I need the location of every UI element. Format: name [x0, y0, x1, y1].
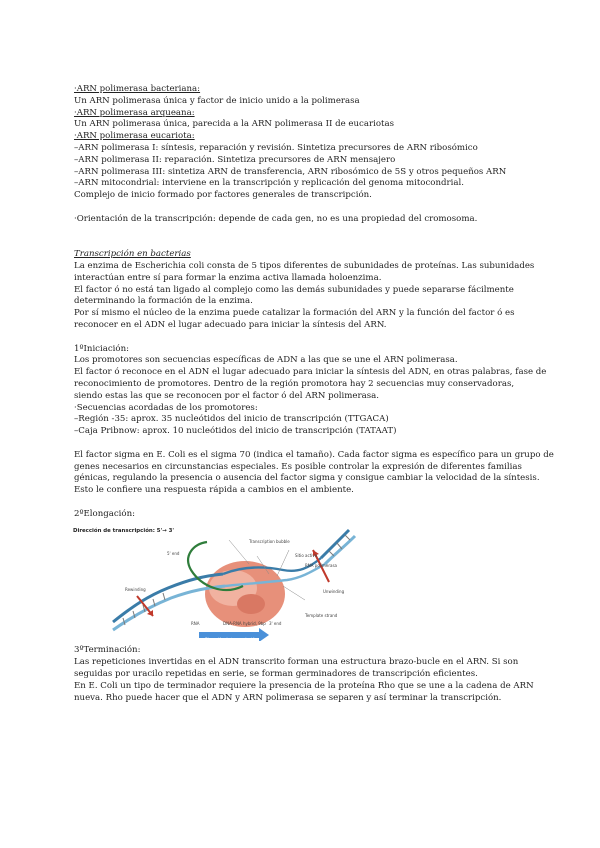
label-transcription-bubble: Transcription bubble	[249, 539, 290, 545]
sigma-line: genes necesarios en circunstancias especiales. Es posible controlar la expresión de diferentes familias	[74, 461, 522, 472]
text-initiation-complex: Complejo de inicio formado por factores generales de transcripción.	[74, 190, 372, 201]
bacteria-line: La enzima de Escherichia coli consta de 5 tipos diferentes de subunidades de proteínas. Las subunidades	[74, 260, 535, 271]
label-dna-rna-hybrid: DNA-RNA hybrid, 9bp	[223, 621, 266, 627]
label-five-prime-end: 5' end	[167, 551, 180, 557]
text-polymerase-i: –ARN polimerasa I: síntesis, reparación y revisión. Sintetiza precursores de ARN ribosómico	[74, 142, 478, 153]
label-three-prime-end: 3' end	[269, 621, 282, 627]
termination-line: En E. Coli un tipo de terminador requiere la presencia de la proteína Rho que se une a la cadena de ARN	[74, 680, 534, 691]
document-page	[73, 84, 554, 704]
label-template-strand: Template strand	[305, 613, 338, 619]
polymerase-section	[74, 84, 544, 202]
initiation-line: –Región -35: aprox. 35 nucleótidos del inicio de transcripción (TTGACA)	[74, 414, 389, 425]
label-polymerase: RNA polimerasa	[305, 563, 337, 569]
termination-title: 3ºTerminación:	[74, 645, 141, 656]
sigma-section	[74, 449, 554, 497]
orientation-line: ·Orientación de la transcripción: depende de cada gen, no es una propiedad del cromosoma.	[74, 213, 478, 224]
text-polymerase-ii: –ARN polimerasa II: reparación. Sintetiza precursores de ARN mensajero	[74, 154, 396, 165]
initiation-line: reconocimiento de promotores. Dentro de la región promotora hay 2 secuencias muy conservadoras,	[74, 378, 515, 389]
initiation-line: El factor ó reconoce en el ADN el lugar adecuado para iniciar la síntesis del ADN, en otras palabras, fase de	[74, 367, 547, 378]
bacteria-line: El factor ó no está tan ligado al complejo como las demás subunidades y puede separarse fácilmente	[74, 284, 514, 295]
label-direction: Dirección de transcripción	[205, 637, 258, 643]
initiation-line: Los promotores son secuencias específicas de ADN a las que se une el ARN polimerasa.	[74, 355, 458, 366]
heading-archaeal-polymerase: ·ARN polimerasa arqueana:	[74, 107, 195, 118]
termination-line: Las repeticiones invertidas en el ADN transcrito forman una estructura brazo-bucle en el ARN. Si son	[74, 657, 519, 668]
sigma-line: Esto le confiere una respuesta rápida a cambios en el ambiente.	[74, 485, 354, 496]
bacteria-line: Por sí mismo el núcleo de la enzima puede catalizar la formación del ARN y la función del factor ó es	[74, 308, 515, 319]
text-bacterial-polymerase: Un ARN polimerasa única y factor de inicio unido a la polimerasa	[74, 95, 360, 106]
bacteria-line: interactúan entre sí para formar la enzima activa llamada holoenzima.	[74, 272, 382, 283]
heading-eukaryotic-polymerase: ·ARN polimerasa eucariota:	[74, 131, 195, 142]
initiation-title: 1ºIniciación:	[74, 343, 130, 354]
bacteria-line: determinando la formación de la enzima.	[74, 296, 253, 307]
figure-title: Dirección de transcripción: 5'→ 3'	[73, 528, 174, 535]
label-unwinding: Unwinding	[323, 589, 345, 595]
elongation-figure	[73, 526, 373, 641]
heading-bacterial-polymerase: ·ARN polimerasa bacteriana:	[74, 84, 201, 94]
sigma-line: El factor sigma en E. Coli es el sigma 70 (indica el tamaño). Cada factor sigma es específico para un grupo de	[74, 449, 554, 460]
text-archaeal-polymerase: Un ARN polimerasa única, parecida a la ARN polimerasa II de eucariotas	[74, 119, 394, 130]
initiation-line: siendo estas las que se reconocen por el factor ó del ARN polimerasa.	[74, 390, 380, 401]
elongation-title: 2ºElongación:	[74, 508, 136, 519]
bacteria-line: reconocer en el ADN el lugar adecuado para iniciar la síntesis del ARN.	[74, 319, 387, 330]
label-rna: RNA	[191, 621, 200, 627]
bacteria-section	[74, 249, 544, 332]
initiation-line: –Caja Pribnow: aprox. 10 nucleótidos del inicio de transcripción (TATAAT)	[74, 426, 397, 437]
sigma-line: génicas, regulando la presencia o ausencia del factor sigma y consigue cambiar la velocidad de la síntesis.	[74, 473, 540, 484]
label-active-site: Sitio activo	[295, 553, 318, 559]
termination-line: seguidas por uracilo repetidas en serie, se forman germinadores de transcripción eficientes.	[74, 669, 478, 680]
termination-section	[74, 645, 544, 704]
bacteria-title: Transcripción en bacterias	[74, 249, 191, 260]
termination-line: nueva. Rho puede hacer que el ADN y ARN polimerasa se separen y así terminar la transcripción.	[74, 692, 502, 703]
text-mitochondrial-rna: –ARN mitocondrial: interviene en la transcripción y replicación del genoma mitocondrial.	[74, 178, 464, 189]
label-rewinding: Rewinding	[125, 587, 146, 593]
initiation-line: ·Secuencias acordadas de los promotores:	[74, 402, 258, 413]
text-polymerase-iii: –ARN polimerasa III: sintetiza ARN de transferencia, ARN ribosómico de 5S y otros pequeños ARN	[74, 166, 507, 177]
initiation-section	[74, 343, 547, 438]
